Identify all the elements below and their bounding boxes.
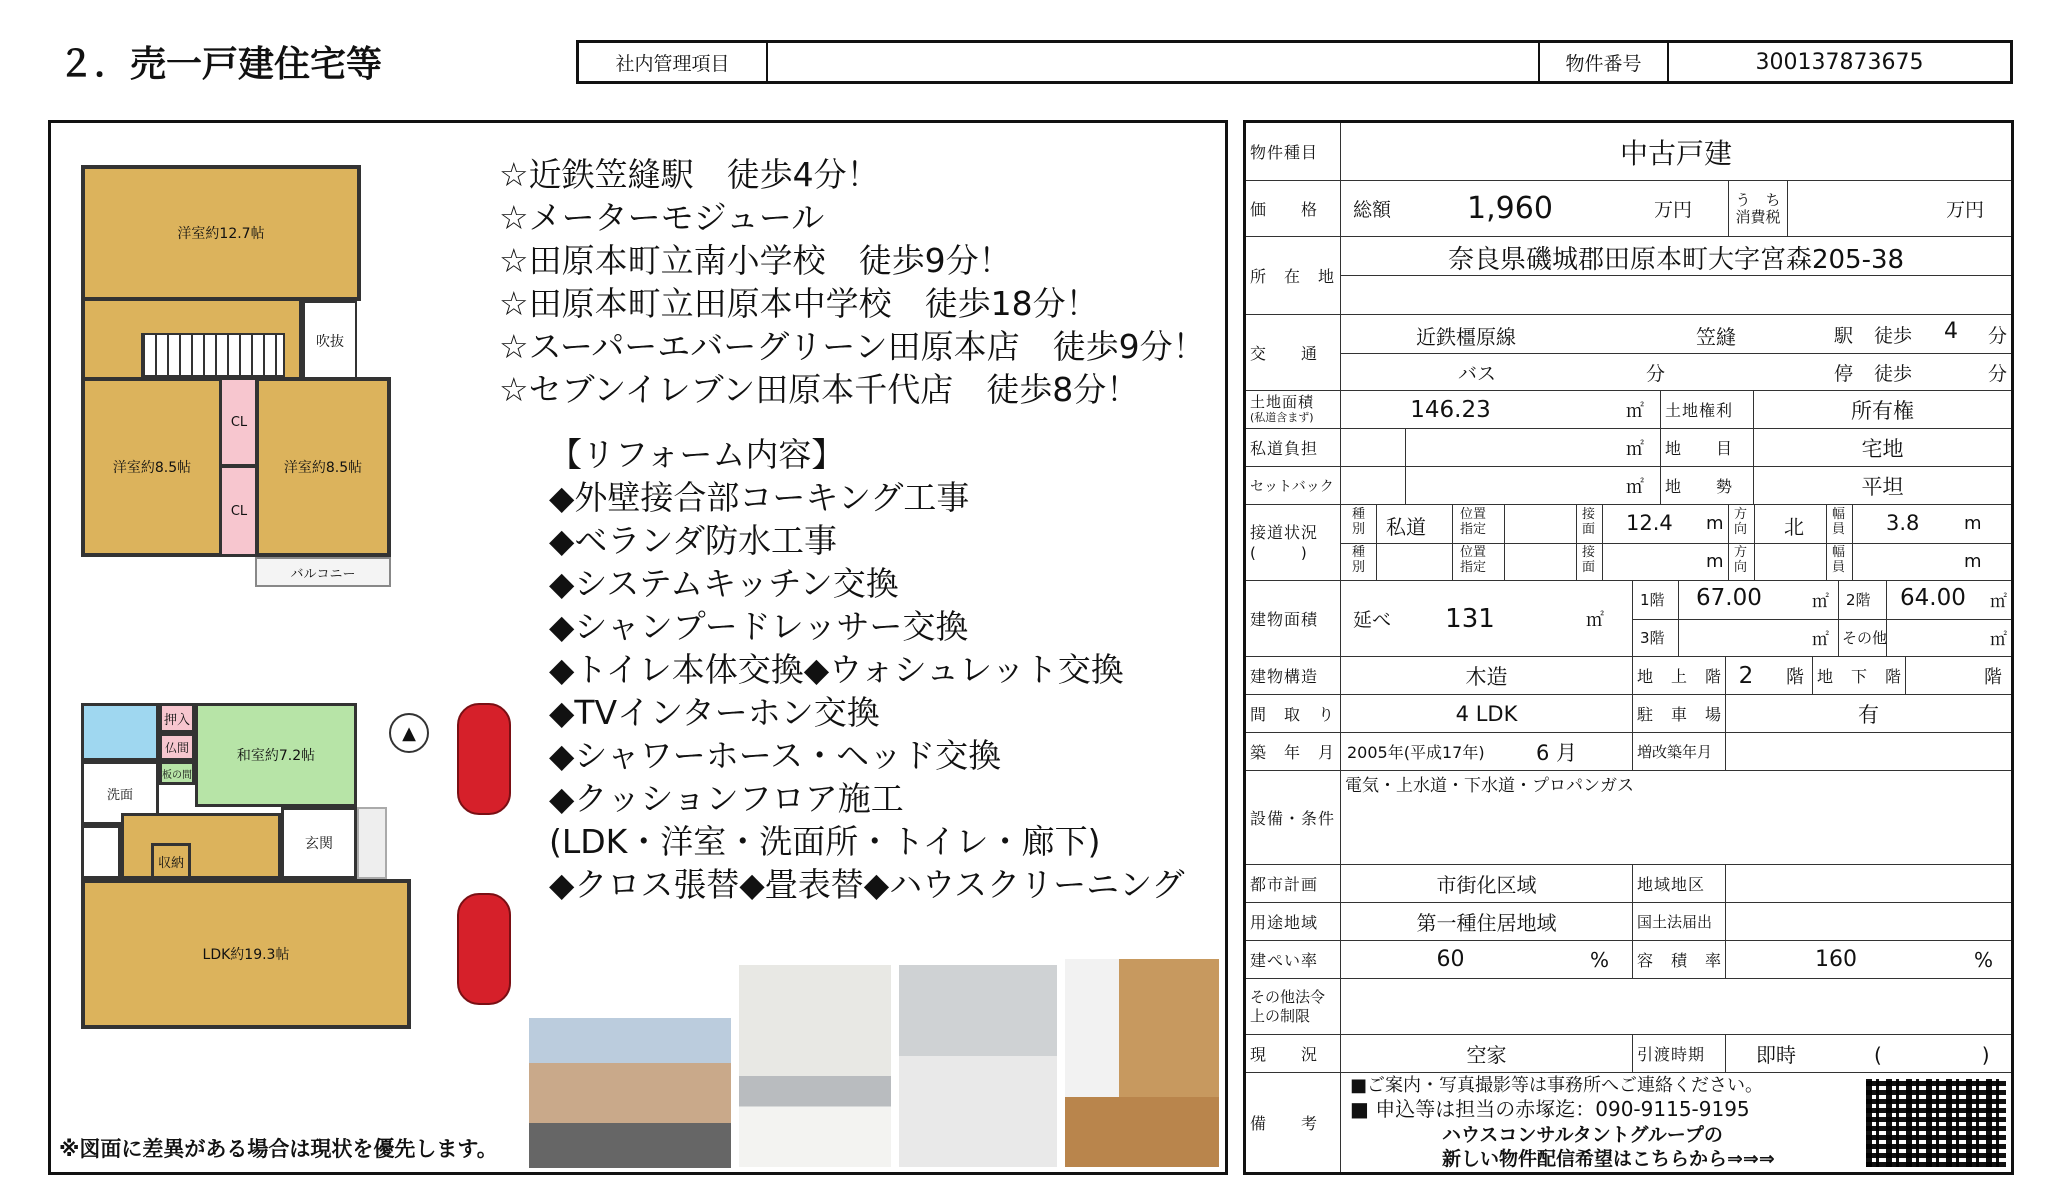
built-value: 2005年(平成17年): [1340, 733, 1520, 770]
road-direction: 北: [1784, 515, 1804, 539]
floorplan-disclaimer: ※図面に差異がある場合は現状を優先します。: [59, 1137, 498, 1161]
row-built: [1246, 733, 2011, 771]
city-plan-value: 市街化区域: [1340, 865, 1632, 902]
restrictions-value: [1340, 979, 2011, 1034]
price-unit: 万円: [1654, 199, 1693, 221]
chimoku-label: 地 目: [1660, 429, 1754, 466]
setback-sub: [1340, 467, 1406, 504]
price-label: 価 格: [1250, 200, 1319, 219]
reform-item: ◆外壁接合部コーキング工事: [549, 478, 970, 517]
status-label: 現 況: [1250, 1045, 1319, 1064]
photo-bathroom: [899, 965, 1057, 1167]
floor2-value: 64.00: [1900, 585, 1966, 611]
photo-kitchen: [739, 965, 891, 1167]
tax-label: [1728, 181, 1788, 236]
price-value: 1,960: [1467, 191, 1553, 226]
renovation-label: 増改築年月: [1632, 733, 1726, 770]
zoning-value: 第一種住居地域: [1340, 903, 1632, 940]
reform-item: ◆クッションフロア施工: [549, 779, 904, 818]
walk-min-unit: 分: [1988, 325, 2008, 347]
remark-2: ■ 申込等は担当の赤塚迄：090-9115-9195: [1350, 1097, 1750, 1121]
floor1-value: 67.00: [1696, 585, 1762, 611]
far-label: 容 積 率: [1632, 941, 1726, 978]
corridor: [121, 813, 281, 879]
transport-line: 近鉄橿原線: [1416, 325, 1516, 349]
road-houkou: 方向: [1734, 507, 1748, 537]
bcr-value: 60: [1340, 941, 1560, 978]
district-label: 地域地区: [1632, 865, 1726, 902]
feature-item: ☆セブンイレブン田原本千代店 徒歩8分！: [499, 370, 1140, 409]
balcony: バルコニー: [255, 557, 391, 587]
parking-value: 有: [1858, 702, 1879, 727]
photo-exterior: [529, 1018, 731, 1168]
stop-label: 停: [1834, 363, 1854, 385]
road-ichi-shitei-2: 位置指定: [1460, 545, 1487, 575]
reform-item: ◆トイレ本体交換◆ウォシュレット交換: [549, 650, 1124, 689]
type-label: 物件種目: [1250, 143, 1319, 162]
structure-value: 木造: [1340, 657, 1632, 694]
reform-item: ◆クロス張替◆畳表替◆ハウスクリーニング: [549, 865, 1185, 904]
mgmt-value: [768, 43, 1540, 81]
feature-item: ☆田原本町立南小学校 徒歩9分！: [499, 241, 1012, 280]
property-overview-panel: [48, 120, 1228, 1175]
tax-label-1: う ち: [1735, 190, 1781, 209]
toilet: [81, 825, 121, 879]
road-fukuin-2: 幅員: [1832, 545, 1846, 575]
floor2-label: 2階: [1846, 591, 1871, 609]
road-label: [1246, 505, 1340, 580]
building-area-label: 建物面積: [1250, 610, 1319, 629]
transport-station: 笠縫: [1696, 325, 1736, 349]
location-value: 奈良県磯城郡田原本町大字宮森205-38: [1340, 237, 2011, 314]
road-width-unit: m: [1964, 513, 1982, 534]
row-setback: [1246, 467, 2011, 505]
land-right-value: 所有権: [1851, 398, 1914, 423]
car-icon: [457, 893, 511, 1005]
lower-floor-plan: [81, 703, 441, 1093]
station-suffix: 駅: [1834, 325, 1854, 347]
senmen: 洗面: [81, 761, 159, 825]
closet-2: CL: [219, 465, 259, 557]
chimoku-value: 宅地: [1861, 436, 1904, 461]
transport-label: 交 通: [1250, 344, 1319, 363]
restrictions-label-2: 上の制限: [1250, 1006, 1311, 1025]
road-label-sub: ( ): [1250, 543, 1307, 562]
below-floors-label: 地 下 階: [1812, 657, 1906, 694]
row-transport: [1246, 315, 2011, 391]
land-area-value: 146.23: [1340, 391, 1560, 428]
road-front-unit: m: [1706, 513, 1724, 534]
genkan: 玄関: [281, 807, 357, 879]
car-icon: [457, 703, 511, 815]
oshiire: 押入: [159, 703, 195, 733]
walk-label-2: 徒歩: [1874, 363, 1913, 385]
closet-1: CL: [219, 377, 259, 467]
city-plan-label: 都市計画: [1250, 875, 1319, 894]
road-type: 私道: [1386, 515, 1426, 539]
reform-item: ◆シャンプードレッサー交換: [549, 607, 969, 646]
row-status: [1246, 1035, 2011, 1073]
fukinuke-label: 吹抜: [303, 301, 357, 381]
ldk: LDK約19.3帖: [81, 879, 411, 1029]
above-floors-unit: 階: [1786, 666, 1804, 688]
setback-unit: ㎡: [1626, 476, 1644, 498]
remark-1: ■ご案内・写真撮影等は事務所へご連絡ください。: [1350, 1075, 1764, 1096]
far-unit: %: [1974, 947, 1994, 972]
reform-item: ◆システムキッチン交換: [549, 564, 899, 603]
row-restrictions: [1246, 979, 2011, 1035]
remark-3: ハウスコンサルタントグループの: [1442, 1124, 1723, 1146]
road-width-unit-2: m: [1964, 551, 1982, 572]
bcr-unit: %: [1590, 947, 1610, 972]
washitsu: 和室約7.2帖: [195, 703, 357, 807]
facility-label: 設備・条件: [1250, 809, 1336, 828]
layout-value: 4 LDK: [1340, 695, 1632, 732]
room-western-12-7: 洋室約12.7帖: [81, 165, 361, 301]
land-area-label-sub: (私道含まず): [1250, 410, 1314, 424]
other-floor-label: その他: [1842, 629, 1888, 647]
stairs: [141, 333, 285, 377]
floor2-unit: ㎡: [1990, 592, 2007, 612]
row-location: [1246, 237, 2011, 315]
road-setsumen: 接面: [1582, 507, 1596, 537]
reform-item: ◆ベランダ防水工事: [549, 521, 838, 560]
land-right-label: 土地権利: [1660, 391, 1754, 428]
floor1-label: 1階: [1640, 591, 1665, 609]
private-road-unit: ㎡: [1626, 438, 1644, 460]
road-width: 3.8: [1886, 511, 1920, 535]
reform-item: (LDK・洋室・洗面所・トイレ・廊下): [549, 822, 1101, 861]
road-front-unit-2: m: [1706, 551, 1724, 572]
porch: [357, 807, 387, 879]
remarks-label: 備 考: [1250, 1114, 1319, 1133]
road-shubetsu: 種別: [1352, 507, 1366, 537]
row-remarks: [1246, 1073, 2011, 1172]
reform-list: [549, 433, 1185, 906]
row-price: [1246, 181, 2011, 237]
walk-min: 4: [1944, 319, 1958, 344]
road-shubetsu-2: 種別: [1352, 545, 1366, 575]
below-floors-unit: 階: [1984, 666, 2002, 688]
road-front: 12.4: [1626, 511, 1673, 535]
floor3-unit: ㎡: [1812, 630, 1829, 650]
north-arrow-icon: ▲: [389, 713, 429, 753]
road-houkou-2: 方向: [1734, 545, 1748, 575]
row-layout: [1246, 695, 2011, 733]
restrictions-label-1: その他法令: [1250, 987, 1326, 1006]
remark-4: 新しい物件配信希望はこちらから⇒⇒⇒: [1442, 1148, 1775, 1170]
building-area-value: 131: [1445, 603, 1495, 634]
upper-floor-plan: [81, 165, 421, 605]
structure-label: 建物構造: [1250, 667, 1319, 686]
road-label-main: 接道状況: [1250, 522, 1319, 542]
row-road-access: [1246, 505, 2011, 581]
status-value: 空家: [1340, 1035, 1632, 1072]
above-floors-label: 地 上 階: [1632, 657, 1726, 694]
row-city-plan: [1246, 865, 2011, 903]
floor3-label: 3階: [1640, 629, 1665, 647]
row-zoning: [1246, 903, 2011, 941]
room-western-8-5-left: 洋室約8.5帖: [81, 377, 223, 557]
land-area-label-main: 土地面積: [1250, 392, 1315, 411]
mgmt-label: 社内管理項目: [579, 43, 768, 81]
zoning-label: 用途地域: [1250, 913, 1319, 932]
handover-value: 即時: [1756, 1043, 1796, 1067]
other-floor-unit: ㎡: [1990, 630, 2007, 650]
qr-code-icon[interactable]: [1866, 1079, 2006, 1167]
road-setsumen-2: 接面: [1582, 545, 1596, 575]
tax-unit: 万円: [1946, 199, 1985, 221]
row-coverage: [1246, 941, 2011, 979]
reform-item: ◆シャワーホース・ヘッド交換: [549, 736, 1002, 775]
bathroom: [81, 703, 159, 761]
reform-item: ◆TVインターホン交換: [549, 693, 880, 732]
built-month: 6 月: [1536, 740, 1578, 765]
handover-paren: ( ): [1874, 1043, 1990, 1067]
building-area-unit: ㎡: [1586, 609, 1604, 631]
bus-min-unit: 分: [1646, 363, 1666, 385]
property-no-label: 物件番号: [1540, 43, 1669, 81]
above-floors-value: 2: [1738, 662, 1754, 689]
type-value: 中古戸建: [1340, 123, 2011, 180]
setback-label: セットバック: [1250, 478, 1334, 495]
itanoma: 板の間: [159, 761, 195, 785]
floor1-unit: ㎡: [1812, 592, 1829, 612]
property-no: 300137873675: [1755, 49, 1924, 75]
tax-label-2: 消費税: [1735, 207, 1781, 226]
feature-item: ☆メーターモジュール: [499, 198, 825, 237]
parking-label: 駐 車 場: [1632, 695, 1726, 732]
spec-table: [1243, 120, 2014, 1175]
walk-label: 徒歩: [1874, 325, 1913, 347]
land-area-label: [1246, 391, 1340, 428]
row-type: [1246, 123, 2011, 181]
management-bar: [576, 40, 2013, 84]
private-road-sub: [1340, 429, 1406, 466]
row-private-road: [1246, 429, 2011, 467]
row-building-area: [1246, 581, 2011, 657]
far-value: 160: [1815, 947, 1857, 972]
reform-heading: 【リフォーム内容】: [549, 435, 845, 474]
row-facilities: [1246, 771, 2011, 865]
bcr-label: 建ぺい率: [1250, 951, 1319, 970]
private-road-label: 私道負担: [1250, 439, 1319, 458]
restrictions-label: [1246, 979, 1340, 1034]
layout-label: 間 取 り: [1250, 705, 1336, 724]
row-structure: [1246, 657, 2011, 695]
kokudo-label: 国土法届出: [1632, 903, 1726, 940]
feature-item: ☆近鉄笠縫駅 徒歩4分！: [499, 155, 880, 194]
walk-min-unit-2: 分: [1988, 363, 2008, 385]
room-western-8-5-right: 洋室約8.5帖: [255, 377, 391, 557]
row-land-area: [1246, 391, 2011, 429]
feature-item: ☆スーパーエバーグリーン田原本店 徒歩9分！: [499, 327, 1206, 366]
feature-item: ☆田原本町立田原本中学校 徒歩18分！: [499, 284, 1099, 323]
road-fukuin: 幅員: [1832, 507, 1846, 537]
photo-room: [1065, 959, 1219, 1167]
road-ichi-shitei: 位置指定: [1460, 507, 1487, 537]
chisei-value: 平坦: [1861, 474, 1904, 499]
bus-label: バス: [1458, 363, 1497, 385]
land-area-unit: ㎡: [1626, 400, 1644, 422]
shuno: 収納: [151, 843, 191, 879]
built-label: 築 年 月: [1250, 743, 1336, 762]
location-label: 所 在 地: [1250, 267, 1336, 286]
page-title: ２．売一戸建住宅等: [58, 44, 383, 85]
facility-value: 電気・上水道・下水道・プロパンガス: [1340, 771, 2011, 864]
price-total-label: 総額: [1340, 181, 1430, 236]
handover-label: 引渡時期: [1632, 1035, 1726, 1072]
chisei-label: 地 勢: [1660, 467, 1754, 504]
nobe-label: 延べ: [1340, 581, 1400, 656]
butsuma: 仏間: [159, 733, 195, 761]
feature-list: [499, 153, 1206, 411]
